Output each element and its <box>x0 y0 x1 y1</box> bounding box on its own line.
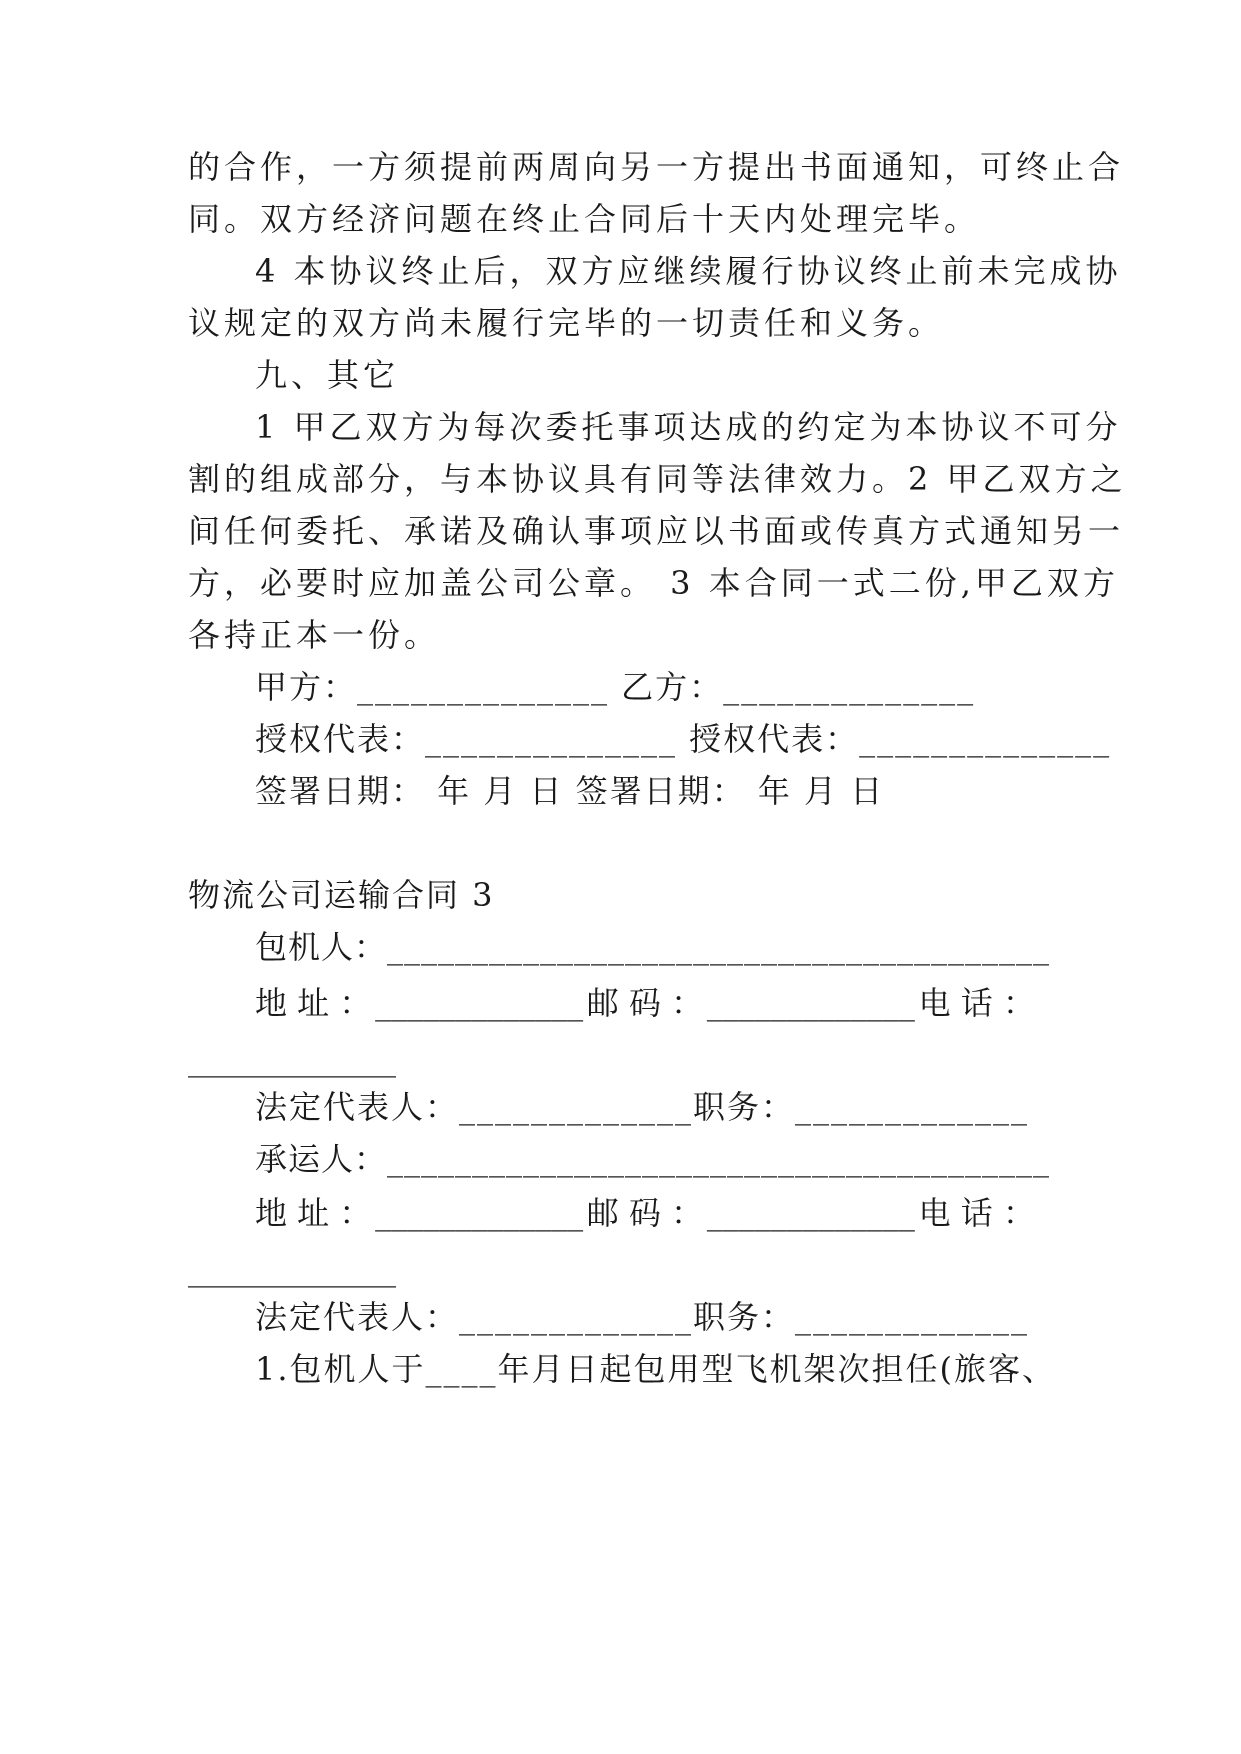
signing-date-line: 签署日期： 年 月 日 签署日期： 年 月 日 <box>255 772 885 810</box>
representative-signature-line: 授权代表：______________ 授权代表：______________ <box>255 720 1112 758</box>
paragraph-line: 议规定的双方尚未履行完毕的一切责任和义务。 <box>188 304 945 342</box>
phone-blank: _____________ <box>188 1040 396 1078</box>
paragraph-line: 1 甲乙双方为每次委托事项达成的约定为本协议不可分 <box>255 408 1122 446</box>
address-label: 地 址 ： <box>255 984 372 1022</box>
charterer-address-line <box>255 983 1035 1023</box>
carrier-address-line <box>255 1193 1035 1233</box>
address-blank: _____________ <box>375 1194 584 1232</box>
paragraph-line: 各持正本一份。 <box>188 616 441 654</box>
phone-blank: _____________ <box>188 1250 396 1288</box>
address-label: 地 址 ： <box>255 1194 372 1232</box>
paragraph-line: 4 本协议终止后，双方应继续履行协议终止前未完成协 <box>255 252 1122 290</box>
legal-representative-line: 法定代表人：_____________职务：_____________ <box>255 1298 1030 1336</box>
legal-representative-line: 法定代表人：_____________职务：_____________ <box>255 1088 1030 1126</box>
paragraph-line: 方，必要时应加盖公司公章。 3 本合同一式二份,甲乙双方 <box>188 564 1119 602</box>
phone-label: 电 话 ： <box>918 984 1035 1022</box>
zip-blank: _____________ <box>706 984 915 1022</box>
paragraph-line: 间任何委托、承诺及确认事项应以书面或传真方式通知另一 <box>188 512 1125 550</box>
section-heading: 九、其它 <box>255 356 400 394</box>
clause-line: 1.包机人于____年月日起包用型飞机架次担任(旅客、 <box>255 1350 1057 1388</box>
party-signature-line: 甲方：______________ 乙方：______________ <box>255 668 976 706</box>
carrier-line: 承运人：_______________________________________ <box>255 1140 1051 1178</box>
paragraph-line: 同。双方经济问题在终止合同后十天内处理完毕。 <box>188 200 981 238</box>
address-blank: _____________ <box>375 984 584 1022</box>
zip-blank: _____________ <box>706 1194 915 1232</box>
contract-title: 物流公司运输合同 3 <box>188 876 495 914</box>
phone-label: 电 话 ： <box>918 1194 1035 1232</box>
paragraph-line: 的合作，一方须提前两周向另一方提出书面通知，可终止合 <box>188 148 1125 186</box>
zip-label: 邮 码 ： <box>586 984 704 1022</box>
zip-label: 邮 码 ： <box>586 1194 704 1232</box>
charterer-line: 包机人：_______________________________________ <box>255 928 1051 966</box>
paragraph-line: 割的组成部分，与本协议具有同等法律效力。2 甲乙双方之 <box>188 460 1127 498</box>
